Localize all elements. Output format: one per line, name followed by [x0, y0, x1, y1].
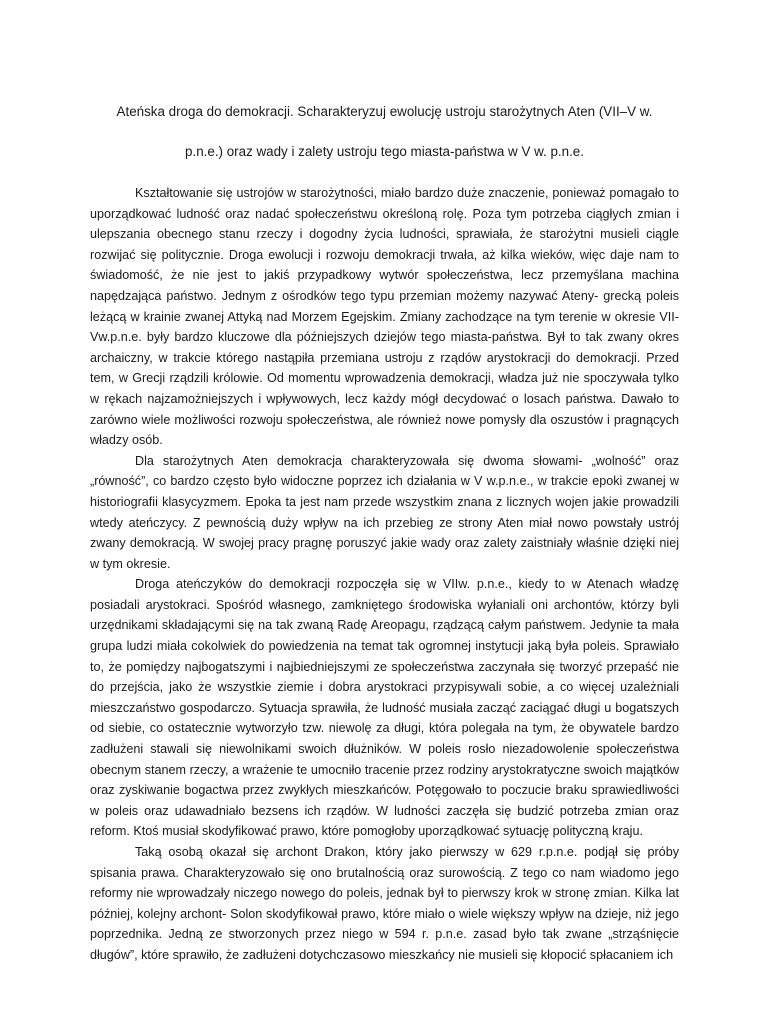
title-line-2: p.n.e.) oraz wady i zalety ustroju tego miasta-państwa w V w. p.n.e.	[185, 144, 584, 159]
document-body	[90, 183, 679, 966]
paragraph: Taką osobą okazał się archont Drakon, który jako pierwszy w 629 r.p.n.e. podjął się próby spisania prawa. Charakteryzowało się ono brutalnością oraz surowością. Z tego co nam wiadomo jego reformy nie wprowadzały niczego nowego do poleis, jednak był to pierwszy krok w stronę zmian. Kilka lat później, kolejny archont- Solon skodyfikował prawo, które miało o wiele większy wpływ na dzieje, niż jego poprzednika. Jedną ze stworzonych przez niego w 594 r. p.n.e. zasad było tak zwane „strząśnięcie długów”, które sprawiło, że zadłużeni dotychczasowo mieszkańcy nie musieli się kłopocić spłacaniem ich	[90, 845, 679, 962]
document-title	[90, 92, 679, 172]
title-line-1: Ateńska droga do demokracji. Scharakteryzuj ewolucję ustroju starożytnych Aten (VII–V w.	[116, 104, 653, 119]
paragraph: Dla starożytnych Aten demokracja charakteryzowała się dwoma słowami- „wolność” oraz „równość”, co bardzo często było widoczne poprzez ich działania w V w.p.n.e., w trakcie epoki zwanej w historiografii klasycyzmem. Epoka ta jest nam przede wszystkim znana z licznych wojen jakie prowadzili wtedy ateńczycy. Z pewnością duży wpływ na ich przebieg ze strony Aten miał nowo powstały ustrój zwany demokracją. W swojej pracy pragnę poruszyć jakie wady oraz zalety zaistniały właśnie dzięki niej w tym okresie.	[90, 453, 679, 571]
paragraph: Droga ateńczyków do demokracji rozpoczęła się w VIIw. p.n.e., kiedy to w Atenach władzę posiadali arystokraci. Spośród własnego, zamkniętego środowiska wyłaniali oni archontów, którzy byli urzędnikami składającymi się na tak zwaną Radę Areopagu, rządzącą całym państwem. Jedynie ta mała grupa ludzi miała cokolwiek do powiedzenia na temat tak ogromnej instytucji jaką była poleis. Sprawiało to, że pomiędzy najbogatszymi i najbiedniejszymi ze społeczeństwa zaczynała się tworzyć przepaść nie do przejścia, jako że wszystkie ziemie i dobra arystokraci przypisywali sobie, a co więcej uzależniali mieszczaństwo gospodarczo. Sytuacja sprawiła, że ludność musiała zacząć zaciągać długi u bogatszych od siebie, co ostatecznie wytworzyło tzw. niewolę za długi, która polegała na tym, że obywatele bardzo zadłużeni stawali się niewolnikami swoich dłużników. W poleis rosło niezadowolenie społeczeństwa obecnym stanem rzeczy, a wrażenie te umocniło tracenie przez rodziny arystokratyczne swoich majątków oraz zyskiwanie bogactwa przez zwykłych mieszkańców. Potęgowało to poczucie braku sprawiedliwości w poleis oraz udawadniało bezsens ich rządów. W ludności zaczęła się budzić potrzeba zmian oraz reform. Ktoś musiał skodyfikować prawo, które pomogłoby uporządkować sytuację polityczną kraju.	[90, 577, 679, 839]
paragraph: Kształtowanie się ustrojów w starożytności, miało bardzo duże znaczenie, ponieważ pomagało to uporządkować ludność oraz nadać społeczeństwu określoną rolę. Poza tym potrzeba ciągłych zmian i ulepszania obecnego stanu rzeczy i dogodny życia ludności, sprawiała, że starożytni musieli ciągle rozwijać się politycznie. Droga ewolucji i rozwoju demokracji trwała, aż kilka wieków, więc daje nam to świadomość, że nie jest to jakiś przypadkowy wytwór społeczeństwa, lecz przemyślana machina napędzająca państwo. Jednym z ośrodków tego typu przemian możemy nazywać Ateny- grecką poleis leżącą w krainie zwanej Attyką nad Morzem Egejskim. Zmiany zachodzące na tym terenie w okresie VII-Vw.p.n.e. były bardzo kluczowe dla późniejszych dziejów tego miasta-państwa. Był to tak zwany okres archaiczny, w trakcie którego nastąpiła przemiana ustroju z rządów arystokracji do demokracji. Przed tem, w Grecji rządzili królowie. Od momentu wprowadzenia demokracji, władza już nie spoczywała tylko w rękach najzamożniejszych i wpływowych, lecz każdy mógł decydować o losach państwa. Dawało to zarówno wiele możliwości rozwoju społeczeństwa, ale również nowe pomysły dla oszustów i pragnących władzy osób.	[90, 186, 679, 448]
